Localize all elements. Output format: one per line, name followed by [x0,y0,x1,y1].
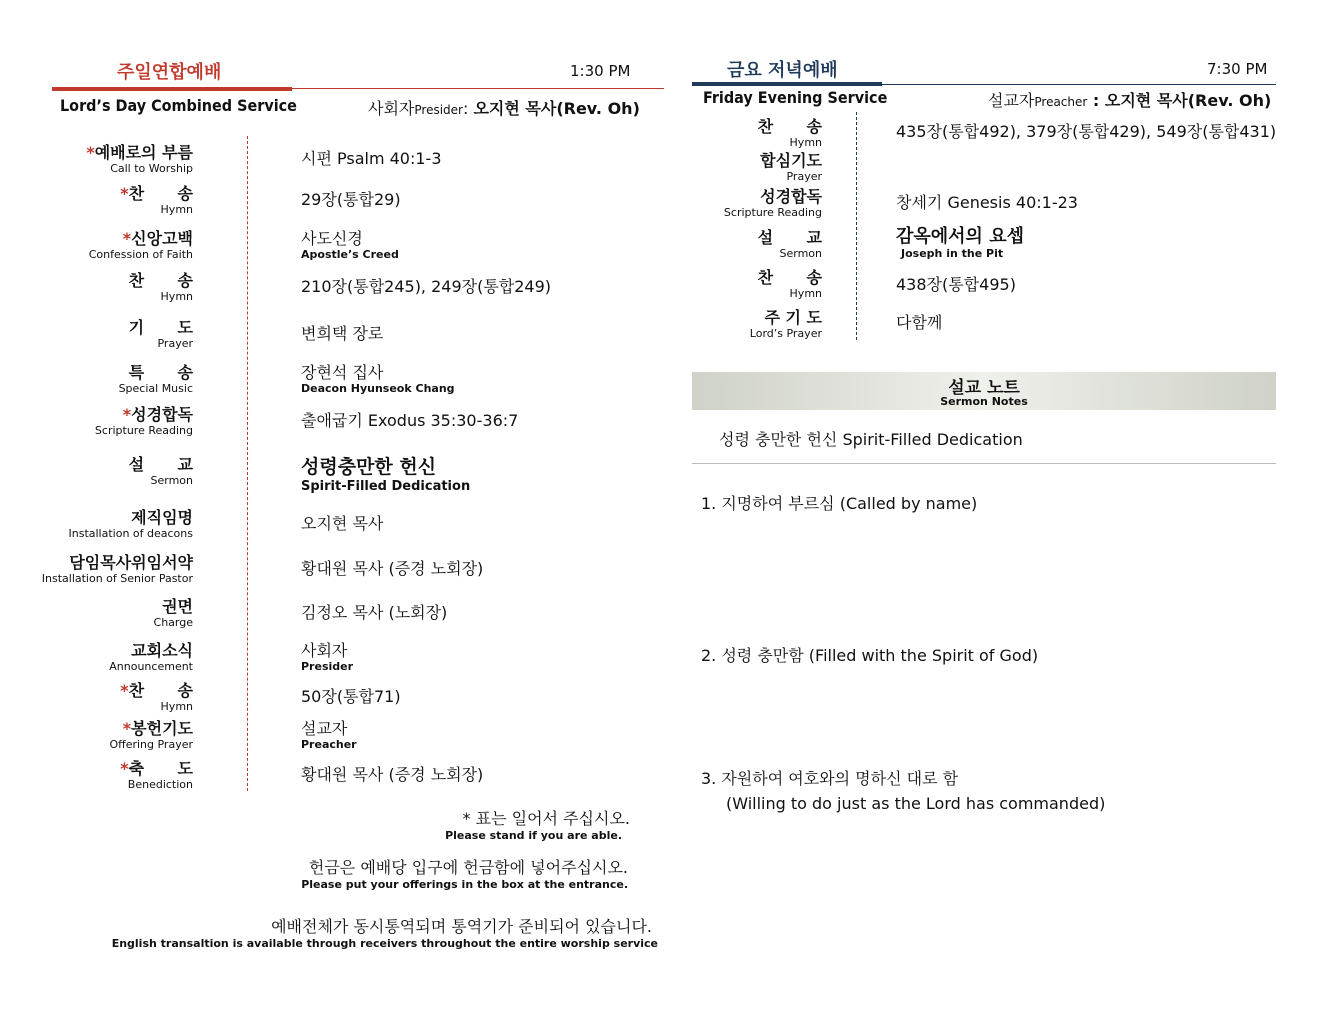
item-name-kr: 봉헌기도 [131,719,193,738]
item-name-kr: 찬 송 [128,681,193,700]
presider-sep: : [462,99,469,118]
sunday-item-value [301,684,401,707]
sunday-header-bar [52,87,292,91]
sunday-item-label [69,505,194,540]
notice-translation-kr: 예배전체가 동시통역되며 통역기가 준비되어 있습니다. [271,917,652,936]
item-label-kr: 설 교 [757,228,822,247]
item-name-kr: 교회소식 [131,641,193,660]
item-label-kr [120,756,193,779]
friday-time: 7:30 PM [1207,60,1268,78]
item-name-kr: 신앙고백 [131,229,193,248]
item-label-en: Scripture Reading [723,206,822,219]
item-name-kr: 특 송 [128,363,193,382]
sunday-item-value [301,408,518,431]
item-value-main: 변희택 장로 [301,324,384,343]
sunday-item-value [301,452,470,494]
sunday-title-en: Lord’s Day Combined Service [60,96,297,115]
item-label-en: Hymn [160,700,193,713]
sunday-item-label [109,716,193,751]
friday-item-label [750,305,822,340]
friday-item-value [896,119,1276,142]
item-value-sub: Presider [301,660,354,673]
item-label-kr [129,452,193,475]
sunday-item-label [109,638,193,673]
item-label-en: Installation of deacons [68,527,193,540]
stand-marker: * [122,405,132,424]
item-label-en: Prayer [157,337,193,350]
sunday-item-value [301,716,357,751]
sermon-notes-title: 설교 노트 [948,378,1020,398]
item-value-sub: Preacher [301,738,357,751]
item-label-en: Call to Worship [110,162,193,175]
item-value-main: 김정오 목사 (노회장) [301,603,448,622]
item-label-en: Prayer [786,170,822,183]
sunday-item-value [301,556,483,579]
sunday-item-value [301,146,442,169]
item-value-main: 시편 Psalm 40:1-3 [301,149,442,168]
item-label-kr [109,638,193,661]
item-label-kr [86,140,193,163]
item-value-main: 출애굽기 Exodus 35:30-36:7 [301,411,519,430]
sunday-item-label [129,452,193,487]
item-label-kr [129,268,193,291]
sermon-notes-title-en: Sermon Notes [940,395,1028,408]
item-value-main: 장현석 집사 [301,363,384,382]
friday-item-value [896,222,1024,260]
item-label-en: Sermon [150,474,193,487]
presider-name: 오지현 목사(Rev. Oh) [473,99,640,118]
note-point-3-en: (Willing to do just as the Lord has commanded) [726,794,1106,813]
item-value-main: 사도신경 [301,229,363,248]
item-name-kr: 축 도 [128,759,193,778]
sunday-item-label [89,226,193,261]
friday-item-label [758,265,822,300]
item-value-sub: Apostle’s Creed [301,248,399,261]
item-value-main: 설교자 [301,719,348,738]
item-label-kr: 성경합독 [760,187,822,206]
friday-title-en: Friday Evening Service [703,88,888,107]
stand-marker: * [86,143,95,162]
item-label-en: Hymn [789,136,822,149]
item-label-en: Confession of Faith [88,248,193,261]
item-name-kr: 성경합독 [131,405,193,424]
item-label-kr [129,315,193,338]
friday-item-value [896,190,1078,213]
item-value-main: 창세기 Genesis 40:1-23 [896,193,1078,212]
item-value-sub: Spirit-Filled Dedication [301,479,471,494]
stand-marker: * [120,681,129,700]
item-label-kr [89,226,193,249]
stand-marker: * [120,184,129,203]
sunday-item-value [301,321,383,344]
item-value-main: 438장(통합495) [896,275,1016,294]
sunday-title: 주일연합예배 [117,62,222,83]
item-value-sub: Deacon Hyunseok Chang [301,382,455,395]
item-value-main: 황대원 목사 (증경 노회장) [301,765,484,784]
preacher-name: 오지현 목사(Rev. Oh) [1104,91,1272,110]
item-value-main: 황대원 목사 (증경 노회장) [301,559,484,578]
notice-offering-en: Please put your offerings in the box at the entrance. [301,878,628,891]
item-label-en: Hymn [789,287,822,300]
sermon-notes-divider [692,463,1276,464]
item-value-main: 다함께 [896,313,943,332]
item-label-en: Special Music [118,382,193,395]
sunday-item-value [301,360,455,395]
notice-offering [301,855,628,891]
sunday-header-line [292,88,664,89]
friday-header-line [882,84,1276,85]
item-name-kr: 권면 [162,597,193,616]
friday-item-label [758,114,822,149]
item-label-kr [119,360,193,383]
item-label-en: Announcement [109,660,193,673]
item-value-main: 50장(통합71) [301,687,401,706]
note-point-1: 1. 지명하여 부르심 (Called by name) [701,494,978,513]
preacher-sep: : [1087,91,1105,110]
notice-translation [112,914,658,950]
item-value-main: 사회자 [301,641,348,660]
item-label-en: Hymn [160,203,193,216]
friday-divider [856,112,857,340]
item-name-kr: 기 도 [128,318,193,337]
note-point-3: 3. 자원하여 여호와의 명하신 대로 함 [701,769,959,788]
friday-item-label [760,148,822,183]
stand-marker: * [120,759,129,778]
item-label-kr [95,402,193,425]
sunday-item-label [86,140,193,175]
item-value-main: 오지현 목사 [301,514,384,533]
sunday-item-label [120,181,193,216]
item-value-main: 감옥에서의 요셉 [896,226,1024,247]
item-label-en: Scripture Reading [94,424,193,437]
item-label-kr: 찬 송 [757,117,822,136]
sunday-item-value [301,187,401,210]
sunday-item-label [120,678,193,713]
item-label-kr [154,594,193,617]
item-name-kr: 설 교 [128,455,193,474]
item-name-kr: 담임목사위임서약 [69,553,193,572]
sermon-notes-subtitle: 성령 충만한 헌신 Spirit-Filled Dedication [719,430,1023,449]
sunday-item-label [119,360,193,395]
notice-stand-en: Please stand if you are able. [445,829,622,842]
sunday-item-value [301,600,447,623]
friday-title: 금요 저녁예배 [727,60,838,81]
friday-item-label [724,184,822,219]
item-label-kr: 주 기 도 [764,308,822,327]
sunday-presider [368,96,640,119]
sunday-item-value [301,511,383,534]
item-label-en: Sermon [779,247,822,260]
sunday-item-label [154,594,193,629]
item-name-kr: 제직임명 [131,508,193,527]
presider-label-en: Presider [414,103,463,117]
item-label-kr: 찬 송 [757,268,822,287]
item-label-en: Benediction [127,778,193,791]
preacher-label: 설교자 [988,91,1035,110]
sermon-notes-header [692,372,1276,410]
item-value-sub: Joseph in the Pit [901,247,1004,260]
item-name-kr: 찬 송 [128,271,193,290]
friday-preacher [988,88,1271,111]
stand-marker: * [122,229,132,248]
sunday-item-label [129,315,193,350]
stand-marker: * [122,719,132,738]
note-point-2: 2. 성령 충만함 (Filled with the Spirit of God) [701,646,1039,665]
item-label-en: Lord’s Prayer [749,327,822,340]
friday-item-value [896,310,942,333]
sunday-item-label [120,756,193,791]
item-value-main: 210장(통합245), 249장(통합249) [301,277,552,296]
notice-translation-en: English transaltion is available through receivers throughout the entire worship service [111,937,658,950]
sunday-item-value [301,762,483,785]
sunday-time: 1:30 PM [570,62,631,80]
notice-stand [445,806,630,842]
friday-item-value [896,272,1016,295]
sunday-item-label [42,550,193,585]
item-label-kr: 합심기도 [760,151,822,170]
item-label-kr [69,505,194,528]
item-value-main: 435장(통합492), 379장(통합429), 549장(통합431) [896,122,1277,141]
notice-offering-kr: 헌금은 예배당 입구에 헌금함에 넣어주십시오. [308,858,628,877]
item-value-main: 29장(통합29) [301,190,401,209]
sunday-item-value [301,638,353,673]
presider-label: 사회자 [368,99,415,118]
item-label-kr [120,181,193,204]
item-label-en: Charge [153,616,193,629]
item-label-kr [42,550,193,573]
item-name-kr: 예배로의 부름 [94,143,193,162]
item-label-en: Installation of Senior Pastor [41,572,193,585]
friday-item-label [758,225,822,260]
notice-stand-kr: * 표는 일어서 주십시오. [462,809,630,828]
item-value-main: 성령충만한 헌신 [301,456,437,478]
friday-header-bar [692,82,882,86]
item-label-en: Offering Prayer [109,738,193,751]
sunday-item-label [95,402,193,437]
preacher-label-en: Preacher [1034,95,1088,109]
sunday-divider [247,136,248,791]
item-name-kr: 찬 송 [128,184,193,203]
item-label-kr [120,678,193,701]
sunday-item-value [301,226,399,261]
item-label-kr [109,716,193,739]
sunday-item-label [129,268,193,303]
sunday-item-value [301,274,551,297]
item-label-en: Hymn [160,290,193,303]
